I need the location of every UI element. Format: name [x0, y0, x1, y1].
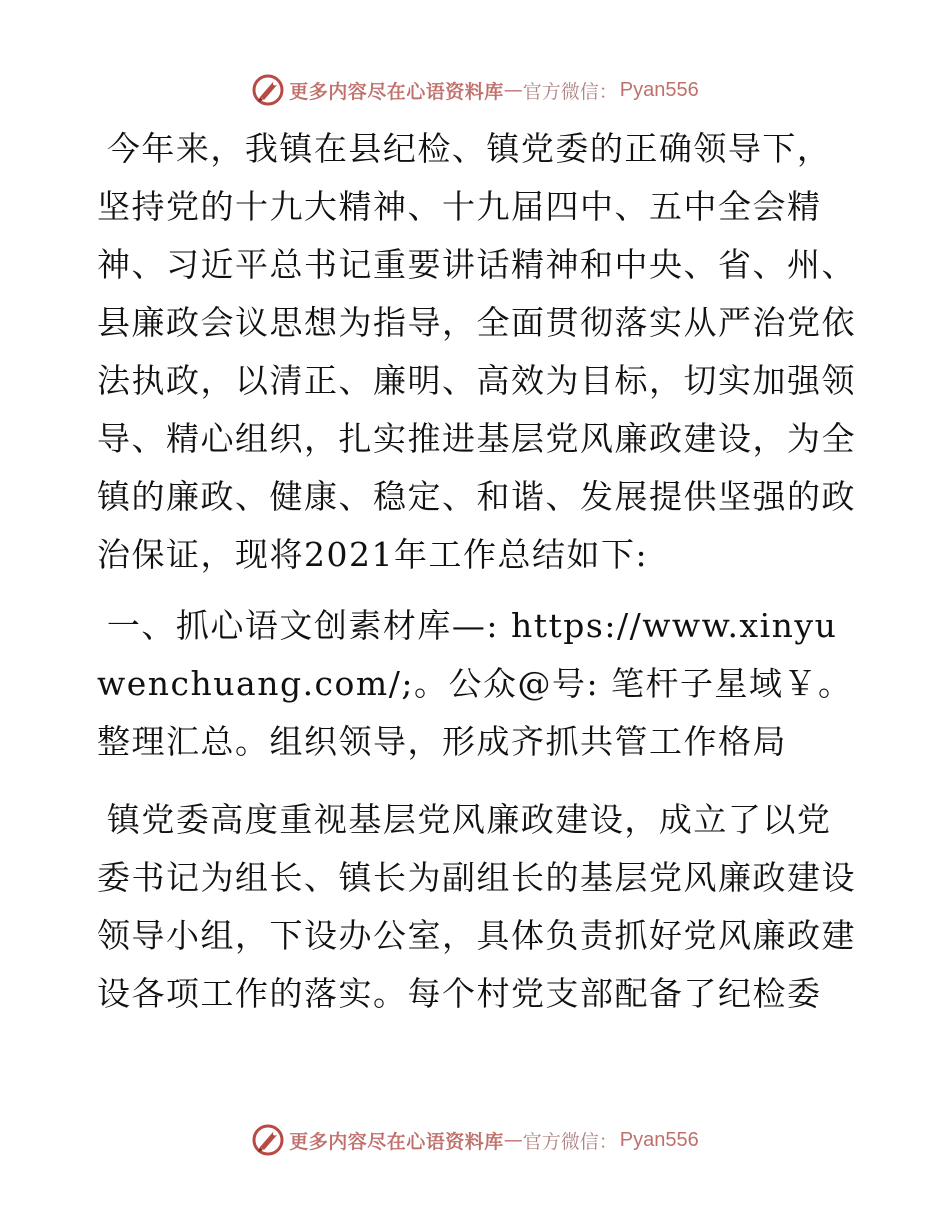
banner-official-label: 官方微信：	[522, 80, 618, 103]
banner-wechat-id: Pyan556	[619, 78, 699, 101]
banner-dash: —	[503, 1129, 523, 1151]
pen-logo-icon	[251, 1123, 285, 1157]
banner-official-label: 官方微信：	[522, 1130, 618, 1153]
document-body	[97, 120, 857, 1023]
pen-logo-icon	[251, 73, 285, 107]
header-banner	[0, 70, 950, 110]
paragraph-section-heading: 一、抓心语文创素材库—: https://www.xinyuwenchuang.com/;。公众@号: 笔杆子星域￥。整理汇总。组织领导，形成齐抓共管工作格局	[97, 606, 853, 761]
banner-text: 更多内容尽在心语资料库	[289, 80, 504, 103]
banner-text: 更多内容尽在心语资料库	[289, 1130, 504, 1153]
banner-dash: —	[503, 79, 523, 101]
banner-wechat-id: Pyan556	[619, 1128, 699, 1151]
paragraph-leadership: 镇党委高度重视基层党风廉政建设，成立了以党委书记为组长、镇长为副组长的基层党风廉政建设领导小组，下设办公室，具体负责抓好党风廉政建设各项工作的落实。每个村党支部配备了纪检委	[97, 800, 856, 1013]
footer-banner	[0, 1120, 950, 1160]
paragraph-intro: 今年来，我镇在县纪检、镇党委的正确领导下，坚持党的十九大精神、十九届四中、五中全会精神、习近平总书记重要讲话精神和中央、省、州、县廉政会议思想为指导，全面贯彻落实从严治党依法执政，以清正、廉明、高效为目标，切实加强领导、精心组织，扎实推进基层党风廉政建设，为全镇的廉政、健康、稳定、和谐、发展提供坚强的政治保证，现将2021年工作总结如下:	[97, 129, 856, 574]
